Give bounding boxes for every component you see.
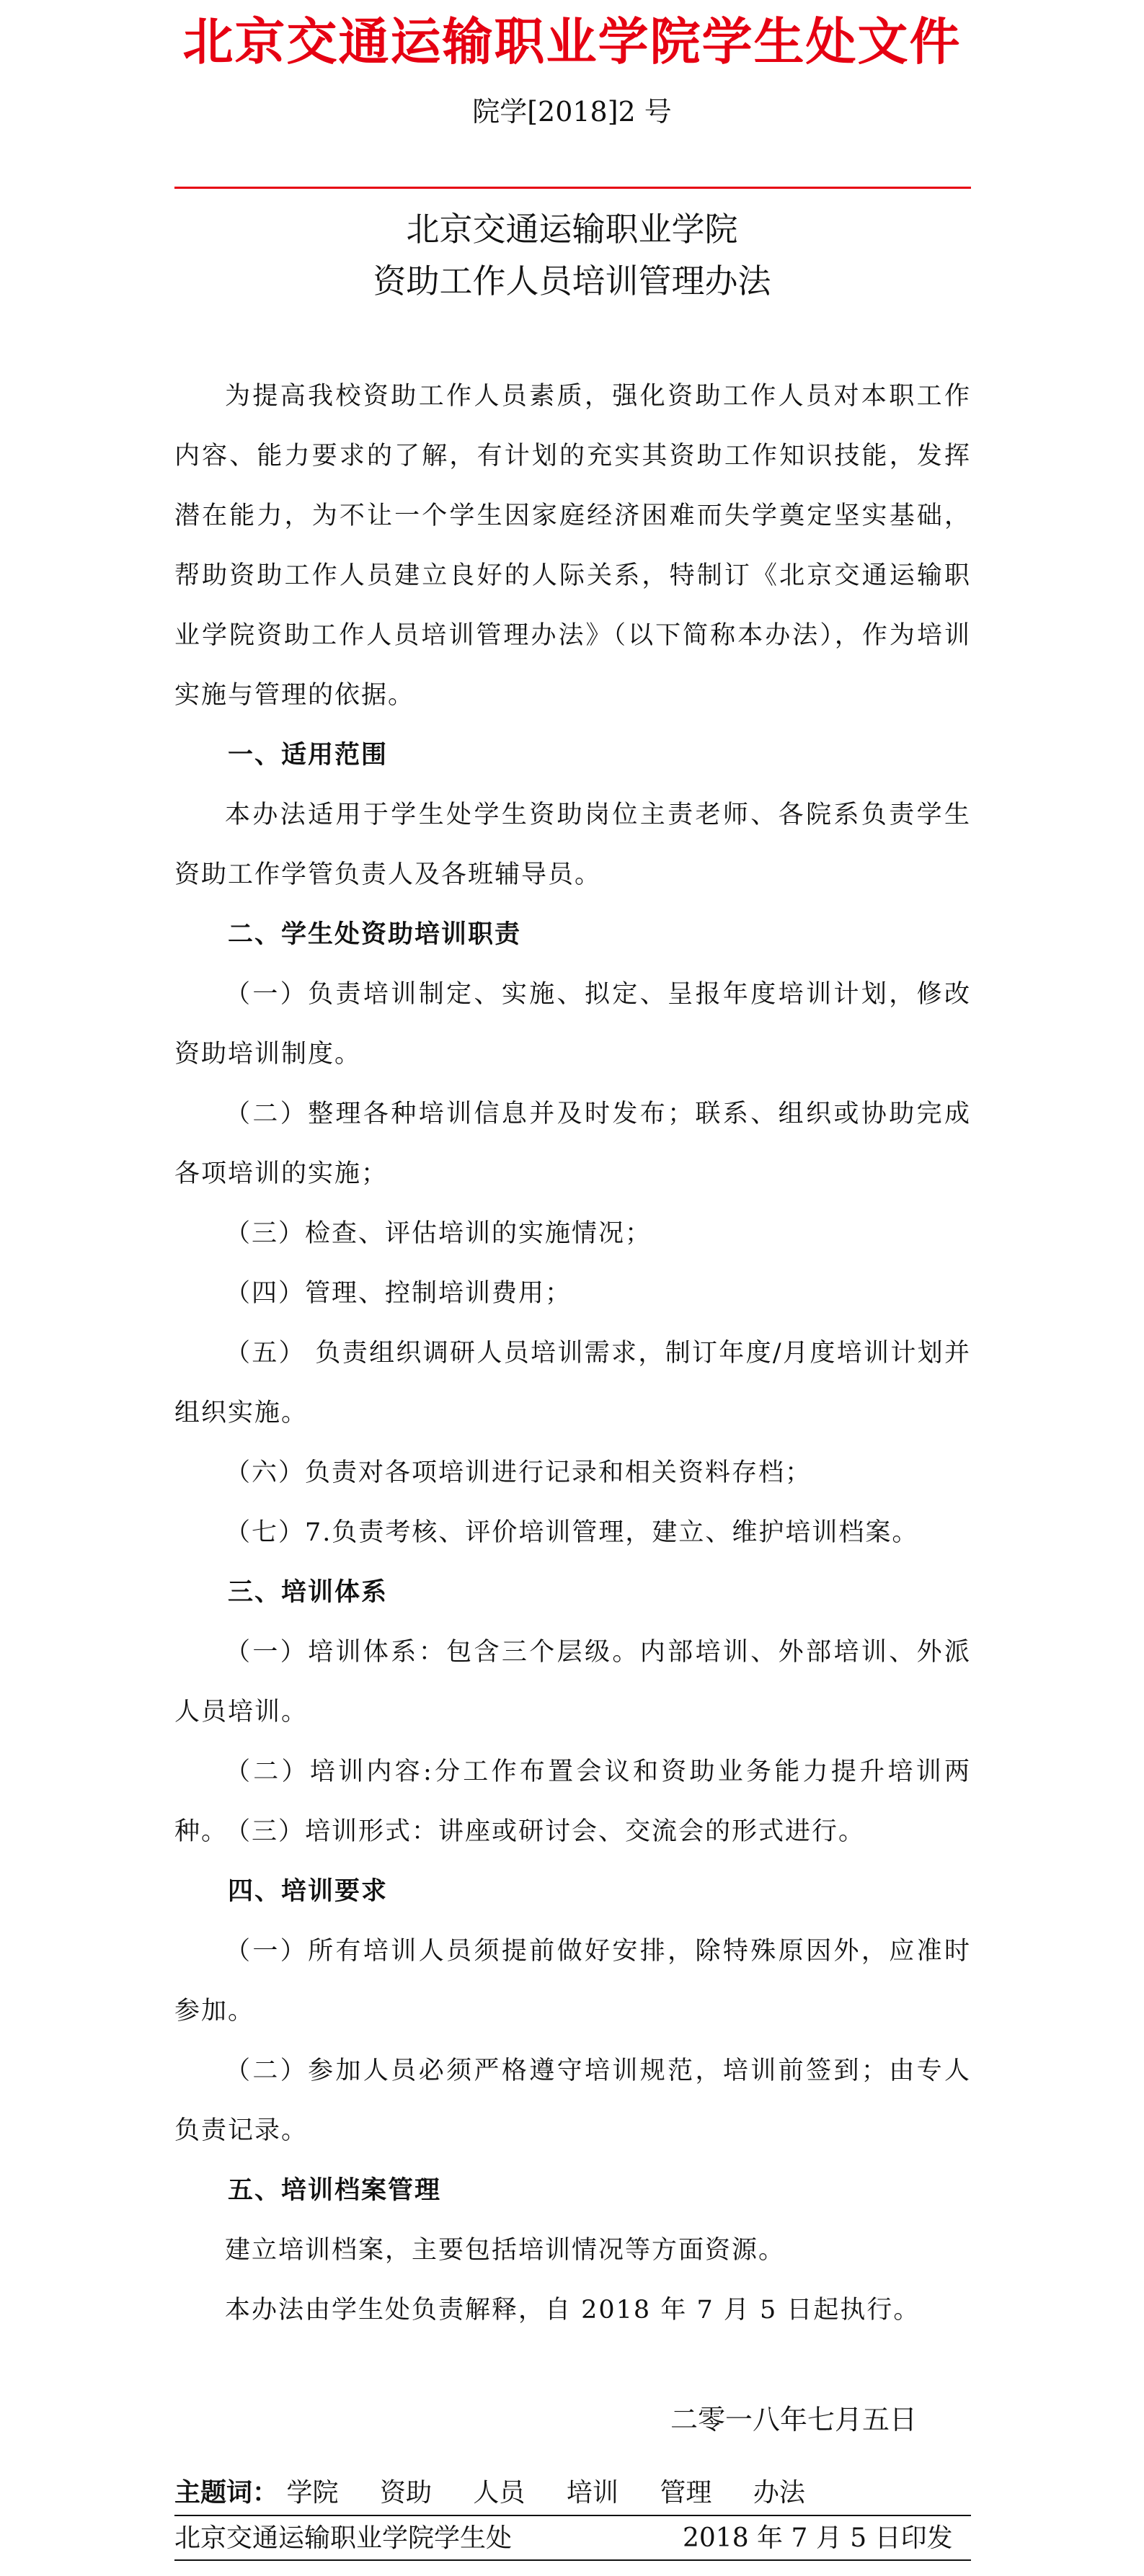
keyword: 办法 [753, 2478, 805, 2508]
footer-issue-date: 2018 年 7 月 5 日印发 [683, 2523, 953, 2553]
section-heading: 四、培训要求 [228, 1877, 389, 1906]
section-item: （五） 负责组织调研人员培训需求，制订年度/月度培训计划并组织实施。 [174, 1339, 971, 1427]
section-item: 建立培训档案，主要包括培训情况等方面资源。 [225, 2236, 786, 2265]
intro-paragraph [174, 367, 971, 726]
section-item: （一）所有培训人员须提前做好安排，除特殊原因外，应准时参加。 [174, 1937, 971, 2025]
keyword: 培训 [566, 2478, 618, 2508]
section-item: 本办法由学生处负责解释，自 2018 年 7 月 5 日起执行。 [225, 2296, 921, 2325]
section-heading: 一、适用范围 [228, 741, 389, 770]
issuer-title: 北京交通运输职业学院学生处文件 [182, 12, 962, 71]
section-item: （七）7.负责考核、评价培训管理，建立、维护培训档案。 [225, 1518, 919, 1547]
section-item: （一）负责培训制定、实施、拟定、呈报年度培训计划，修改资助培训制度。 [174, 980, 971, 1069]
doc-number: 院学[2018]2 号 [472, 96, 672, 128]
sign-date: 二零一八年七月五日 [670, 2404, 918, 2435]
section-item: （二）整理各种培训信息并及时发布；联系、组织或协助完成各项培训的实施； [174, 1100, 971, 1188]
section-item: （四）管理、控制培训费用； [225, 1279, 572, 1308]
section-item: （三）检查、评估培训的实施情况； [225, 1219, 652, 1248]
footer-issuer: 北京交通运输职业学院学生处 [174, 2523, 513, 2553]
keyword: 资助 [379, 2478, 432, 2508]
section-heading: 三、培训体系 [228, 1578, 389, 1607]
red-divider [174, 187, 971, 189]
intro-text: 为提高我校资助工作人员素质，强化资助工作人员对本职工作内容、能力要求的了解，有计划的充实其资助工作知识技能，发挥潜在能力，为不让一个学生因家庭经济困难而失学奠定坚实基础，帮助资助工作人员建立良好的人际关系，特制订《北京交通运输职业学院资助工作人员培训管理办法》（以下简称本办法），作为培训实施与管理的依据。 [174, 382, 971, 710]
section-item: （二）参加人员必须严格遵守培训规范，培训前签到；由专人负责记录。 [174, 2056, 971, 2145]
section-heading: 二、学生处资助培训职责 [228, 920, 522, 949]
section-heading: 五、培训档案管理 [228, 2176, 442, 2205]
section-item: 本办法适用于学生处学生资助岗位主责老师、各院系负责学生资助工作学管负责人及各班辅导员。 [174, 801, 971, 889]
section-item: （二）培训内容:分工作布置会议和资助业务能力提升培训两种。 [174, 1757, 971, 1846]
doc-title-line2: 资助工作人员培训管理办法 [373, 262, 771, 300]
keyword: 学院 [286, 2478, 339, 2508]
keyword: 管理 [660, 2478, 712, 2508]
section-item: （六）负责对各项培训进行记录和相关资料存档； [225, 1458, 812, 1487]
keywords-label: 主题词： [174, 2478, 279, 2508]
keywords-underline [174, 2515, 971, 2516]
section-item: （一）培训体系：包含三个层级。内部培训、外部培训、外派人员培训。 [174, 1638, 971, 1726]
keyword: 人员 [473, 2478, 526, 2508]
doc-title-line1: 北京交通运输职业学院 [406, 210, 738, 249]
section-item: （三）培训形式：讲座或研讨会、交流会的形式进行。 [225, 1817, 866, 1846]
keywords-line [174, 2472, 971, 2515]
footer-underline [174, 2559, 971, 2561]
